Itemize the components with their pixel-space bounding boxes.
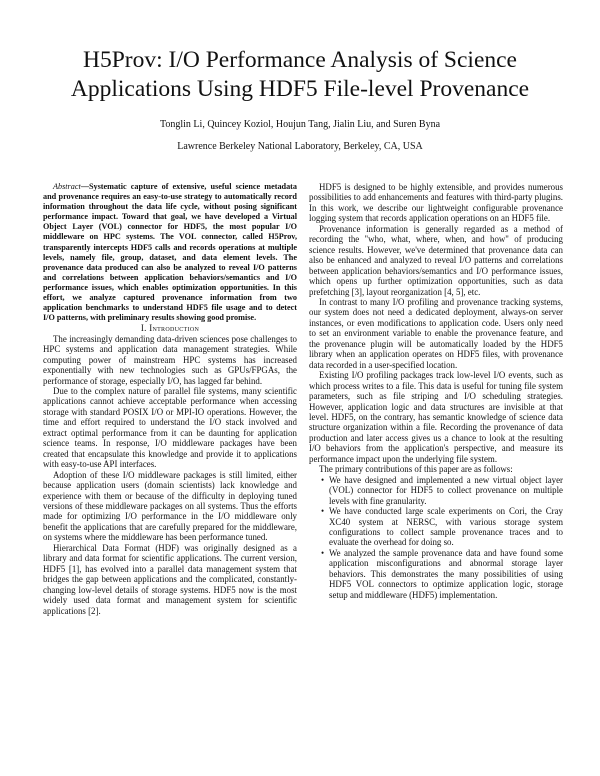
abstract [43,182,297,323]
title-line-2: Applications Using HDF5 File-level Provenance [70,76,530,102]
paragraph: Due to the complex nature of parallel file systems, many scientific applications cannot achieve acceptable performance when accessing storage with standard POSIX I/O or MPI-IO operations. However, the time and effort required to understand the I/O stack involved and extract optimal performance from it can be daunting for application science teams. In response, I/O middleware packages have been created that encapsulate this knowledge and provide it to applications with easy-to-use API interfaces. [43,386,297,470]
paragraph: The primary contributions of this paper are as follows: [319,464,513,475]
paragraph: Provenance information is generally regarded as a method of recording the "who, what, where, when, and how" of producing science results. However, we've determined that provenance data can also be enhanced and analyzed to reveal I/O patterns and correlations between application behaviors/semantics and I/O performance issues, which opens up further optimization opportunities, such as data prefetching [3], layout reorganization [4, 5], etc. [309,223,563,297]
author-list: Tonglin Li, Quincey Koziol, Houjun Tang, Jialin Liu, and Suren Byna [159,119,441,130]
right-column [309,182,563,600]
contribution-list [309,475,563,600]
list-item-text: We have conducted large scale experiments on Cori, the Cray XC40 system at NERSC, with various storage system configurations to collect sample provenance traces and to evaluate the overhead for doing so. [329,506,563,548]
affiliation: Lawrence Berkeley National Laboratory, Berkeley, CA, USA [177,141,423,152]
list-item [321,475,563,506]
paragraph: Existing I/O profiling packages track low-level I/O events, such as which process writes to a file. This data is useful for tuning file system parameters, such as file striping and I/O scheduling strategies. However, application logic and data structures are invisible at that level. HDF5, on the contrary, has semantic knowledge of science data structure organization within a file. Recording the provenance of data production and later access gives us a chance to look at the resulting I/O behaviors from the application's perspective, and measure its performance impact upon the underlying file system. [309,370,563,464]
paragraph: The increasingly demanding data-driven sciences pose challenges to HPC systems and application data management strategies. While computing power of mainstream HPC systems has increased exponentially with new technologies such as GPUs/FPGAs, the performance of storage, especially I/O, has lagged far behind. [43,333,297,386]
paragraph: Hierarchical Data Format (HDF) was originally designed as a library and data format for scientific applications. The current version, HDF5 [1], has evolved into a parallel data management system that bridges the gap between applications and the complicated, constantly-changing low-level details of storage systems. HDF5 now is the most widely used data format and management system for scientific applications [2]. [43,542,297,616]
paragraph: In contrast to many I/O profiling and provenance tracking systems, our system does not need a dedicated deployment, always-on server instances, or even modifications to application code. Users only need to set an environment variable to enable the provenance feature, and the provenance plugin will be automatically loaded by the HDF5 library when an application operates on HDF5 files, with provenance data recorded in a user-specified location. [309,296,563,370]
bullet-icon: • [321,474,325,485]
bullet-icon: • [321,547,325,558]
abstract-label: Abstract [53,182,81,191]
paragraph: Adoption of these I/O middleware packages is still limited, either because application users (domain scientists) lack knowledge and experience with them or because of the difficulty in deploying tuned versions of these middleware packages on all systems. Thus the efforts made for optimizing I/O performance in the I/O middleware only benefit the applications that are carefully prepared for the middleware, on systems where the middleware has been performance tuned. [43,469,297,543]
abstract-text: —Systematic capture of extensive, useful science metadata and provenance requires an easy-to-use strategy to automatically record information throughout the data life cycle, without posing significant performance impact. Toward that goal, we have developed a Virtual Object Layer (VOL) connector for HDF5, the most popular I/O middleware on HPC systems. The VOL connector, called H5Prov, transparently intercepts HDF5 calls and records operations at multiple levels, namely file, group, dataset, and data element levels. The provenance data produced can also be analyzed to reveal I/O patterns and correlations between application behaviors/semantics and I/O performance issues, which enables optimization opportunities. In this effort, we analyze captured provenance information from two application benchmarks to understand HDF5 file usage and to detect I/O patterns, with preliminary results showing good promise. [43,182,297,323]
paragraph: HDF5 is designed to be highly extensible, and provides numerous possibilities to add enhancements and features with third-party plugins. In this work, we describe our lightweight configurable provenance logging system that records application operations on an HDF5 file. [309,182,563,224]
paper-title [40,46,560,104]
list-item [321,548,563,600]
section-heading-introduction: I. Introduction [140,323,200,334]
list-item-text: We analyzed the sample provenance data and have found some application misconfigurations and abnormal storage layer behaviors. This demonstrates the many possibilities of using HDF5 VOL connectors to optimize application logic, storage setup and middleware (HDF5) implementation. [329,547,563,600]
list-item-text: We have designed and implemented a new virtual object layer (VOL) connector for HDF5 to collect provenance on multiple levels with fine granularity. [329,474,563,506]
bullet-icon: • [321,506,325,517]
left-column [43,182,297,616]
list-item [321,506,563,548]
title-line-1: H5Prov: I/O Performance Analysis of Science [83,47,517,73]
